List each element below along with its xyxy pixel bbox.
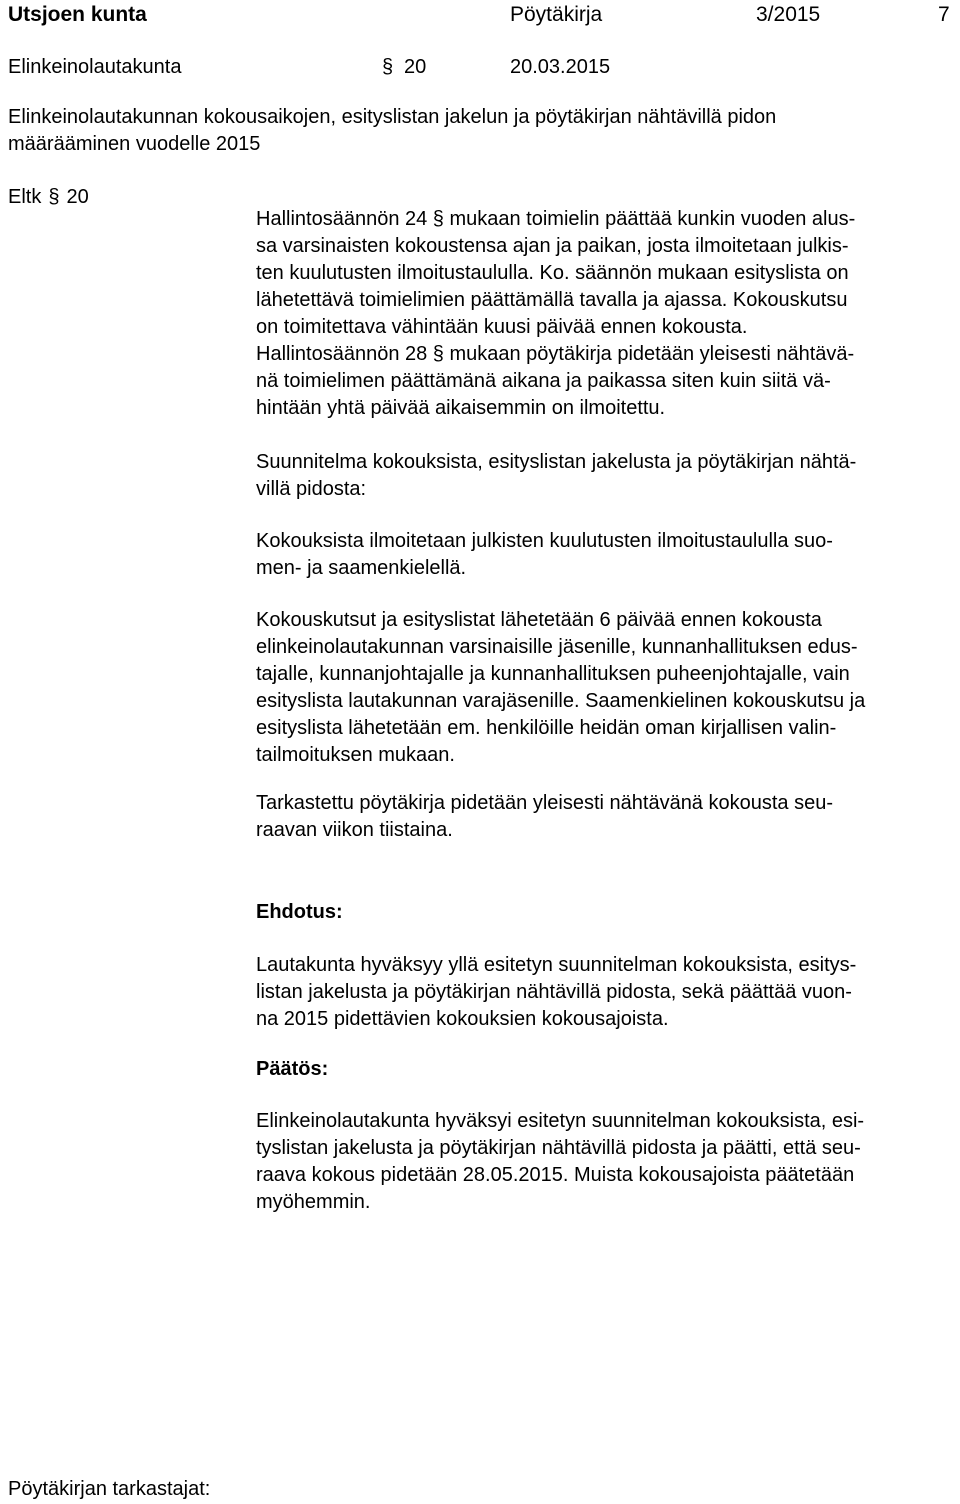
paragraph-line: hintään yhtä päivää aikaisemmin on ilmoitettu.: [256, 397, 666, 419]
paragraph-line: ten kuulutusten ilmoitustaululla. Ko. säännön mukaan esityslista on: [256, 262, 849, 284]
plan-intro-paragraph: [256, 449, 946, 503]
paragraph-line: villä pidosta:: [256, 478, 367, 500]
paragraph-line: on toimitettava vähintään kuusi päivää ennen kokousta.: [256, 316, 748, 338]
paragraph-line: men- ja saamenkielellä.: [256, 557, 467, 579]
paragraph-line: sa varsinaisten kokoustensa ajan ja paikan, josta ilmoitetaan julkis-: [256, 235, 849, 257]
paragraph-line: Lautakunta hyväksyy yllä esitetyn suunnitelman kokouksista, esitys-: [256, 954, 857, 976]
paragraph-line: na 2015 pidettävien kokouksien kokousajoista.: [256, 1008, 669, 1030]
document-number: 3/2015: [756, 3, 821, 26]
paragraph-line: nä toimielimen päättämänä aikana ja paikassa siten kuin siitä vä-: [256, 370, 831, 392]
proposal-heading: Ehdotus:: [256, 901, 343, 923]
section-reference: [8, 184, 89, 211]
section-reference-number: 20: [66, 186, 89, 208]
proposal-paragraph: [256, 952, 946, 1033]
page-number: 7: [938, 3, 950, 26]
paragraph-line: tajalle, kunnanjohtajalle ja kunnanhallituksen puheenjohtajalle, vain: [256, 663, 850, 685]
paragraph-line: tyslistan jakelusta ja pöytäkirjan nähtävillä pidosta ja päätti, että seu-: [256, 1137, 861, 1159]
paragraph-line: tailmoituksen mukaan.: [256, 744, 455, 766]
board-name: Elinkeinolautakunta: [8, 56, 182, 78]
paragraph-line: esityslista lähetetään em. henkilöille heidän oman kirjallisen valin-: [256, 717, 837, 739]
paragraph-line: esityslista lautakunnan varajäsenille. Saamenkielinen kokouskutsu ja: [256, 690, 866, 712]
meeting-date: 20.03.2015: [510, 56, 611, 78]
paragraph-line: raava kokous pidetään 28.05.2015. Muista kokousajoista päätetään: [256, 1164, 855, 1186]
paragraph-line: Elinkeinolautakunta hyväksyi esitetyn suunnitelman kokouksista, esi-: [256, 1110, 865, 1132]
announcement-paragraph: [256, 528, 946, 582]
decision-paragraph: [256, 1108, 946, 1216]
paragraph-line: Kokouksista ilmoitetaan julkisten kuulutusten ilmoitustaululla suo-: [256, 530, 833, 552]
section-reference-label: Eltk: [8, 186, 42, 208]
title-line: Elinkeinolautakunnan kokousaikojen, esityslistan jakelun ja pöytäkirjan nähtävillä pidon: [8, 106, 777, 128]
paragraph-line: Hallintosäännön 24 § mukaan toimielin päättää kunkin vuoden alus-: [256, 208, 856, 230]
section-number: 20: [404, 56, 427, 78]
paragraph-line: Tarkastettu pöytäkirja pidetään yleisesti nähtävänä kokousta seu-: [256, 792, 834, 814]
section-sign-icon: §: [382, 56, 394, 78]
background-paragraph: [256, 206, 946, 422]
document-title: [8, 104, 928, 158]
paragraph-line: Suunnitelma kokouksista, esityslistan jakelusta ja pöytäkirjan nähtä-: [256, 451, 857, 473]
decision-heading: Päätös:: [256, 1058, 329, 1080]
paragraph-line: Kokouskutsut ja esityslistat lähetetään 6 päivää ennen kokousta: [256, 609, 822, 631]
paragraph-line: elinkeinolautakunnan varsinaisille jäsenille, kunnanhallituksen edus-: [256, 636, 858, 658]
paragraph-line: listan jakelusta ja pöytäkirjan nähtävillä pidosta, sekä päättää vuon-: [256, 981, 852, 1003]
paragraph-line: Hallintosäännön 28 § mukaan pöytäkirja pidetään yleisesti nähtävä-: [256, 343, 855, 365]
paragraph-line: myöhemmin.: [256, 1191, 371, 1213]
invitation-paragraph: [256, 607, 946, 769]
paragraph-line: lähetettävä toimielimien päättämällä tavalla ja ajassa. Kokouskutsu: [256, 289, 848, 311]
document-type: Pöytäkirja: [510, 3, 603, 26]
paragraph-line: raavan viikon tiistaina.: [256, 819, 453, 841]
section-sign-icon: §: [48, 186, 60, 208]
title-line: määrääminen vuodelle 2015: [8, 133, 261, 155]
municipality-name: Utsjoen kunta: [8, 3, 147, 26]
minutes-display-paragraph: [256, 790, 946, 844]
minutes-reviewers-label: Pöytäkirjan tarkastajat:: [8, 1478, 211, 1500]
